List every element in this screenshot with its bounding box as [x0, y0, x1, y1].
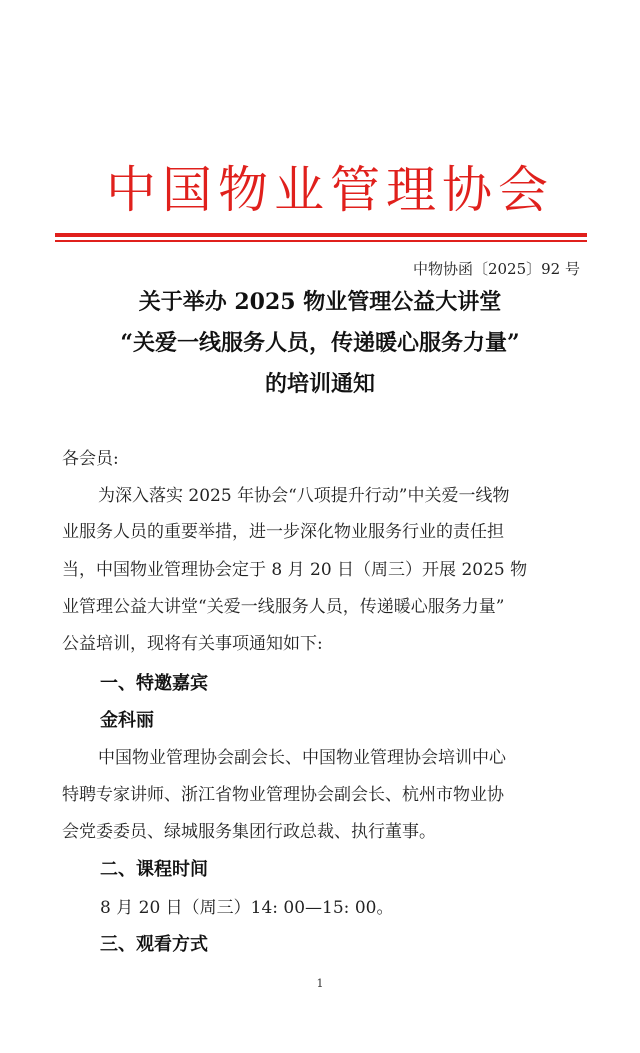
intro-line: 为深入落实 2025 年协会“八项提升行动”中关爱一线物 — [98, 486, 510, 506]
salutation: 各会员: — [62, 449, 119, 469]
notice-title-line-1: 关于举办 2025 物业管理公益大讲堂 — [138, 289, 502, 315]
guest-bio-line: 特聘专家讲师、浙江省物业管理协会副会长、杭州市物业协 — [62, 785, 504, 805]
guest-bio-line: 会党委委员、绿城服务集团行政总裁、执行董事。 — [62, 822, 436, 842]
section-heading-course-time: 二、课程时间 — [100, 859, 208, 880]
guest-name: 金科丽 — [100, 710, 154, 731]
intro-line: 当，中国物业管理协会定于 8 月 20 日（周三）开展 2025 物 — [62, 560, 528, 580]
notice-title-line-3: 的培训通知 — [264, 371, 375, 397]
course-time: 8 月 20 日（周三）14: 00—15: 00。 — [100, 898, 394, 918]
section-heading-guests: 一、特邀嘉宾 — [100, 673, 208, 694]
org-name-header: 中国物业管理协会 — [106, 161, 554, 219]
header-red-rule-thick — [55, 233, 587, 237]
section-heading-viewing-method: 三、观看方式 — [100, 934, 208, 955]
header-red-rule-thin — [55, 240, 587, 242]
notice-title-line-2: “关爱一线服务人员，传递暖心服务力量” — [120, 330, 520, 356]
page-number: 1 — [316, 977, 324, 990]
intro-line: 业管理公益大讲堂“关爱一线服务人员，传递暖心服务力量” — [62, 597, 505, 617]
guest-bio-line: 中国物业管理协会副会长、中国物业管理协会培训中心 — [98, 748, 506, 768]
intro-line: 业服务人员的重要举措，进一步深化物业服务行业的责任担 — [62, 522, 504, 542]
intro-line: 公益培训，现将有关事项通知如下: — [62, 634, 323, 654]
document-number: 中物协函〔2025〕92 号 — [412, 260, 580, 278]
